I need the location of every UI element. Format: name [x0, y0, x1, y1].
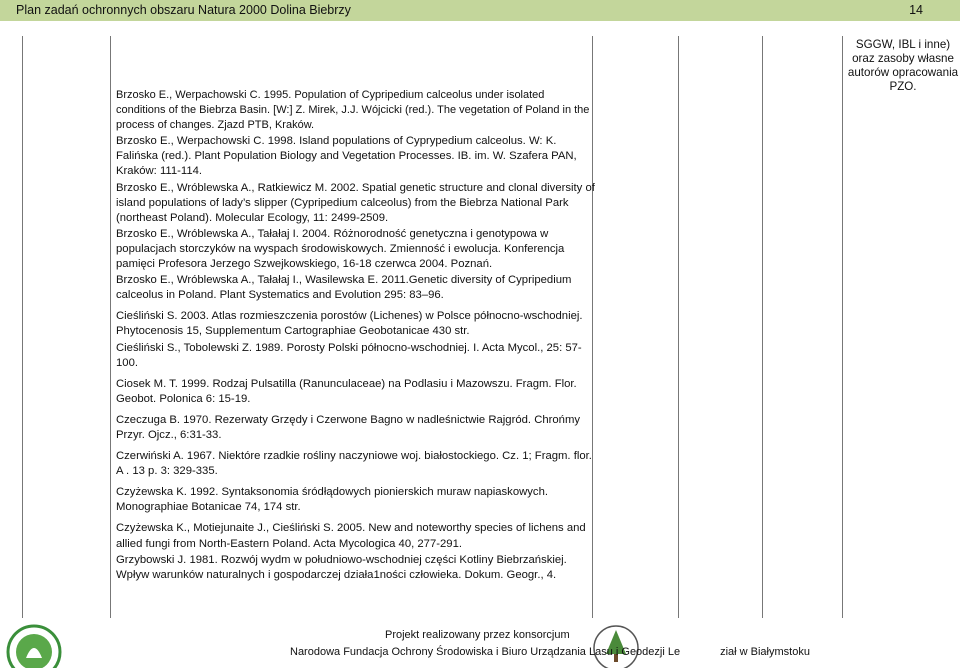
table-border — [110, 36, 111, 618]
reference-entry: Grzybowski J. 1981. Rozwój wydm w południowo-wschodniej części Kotliny Biebrzańskiej. Wpływ warunków naturalnych i gospodarczej działa1ności człowieka. Dokum. Geogr., 4. — [116, 553, 567, 581]
reference-entry: Czerwiński A. 1967. Niektóre rzadkie rośliny naczyniowe woj. białostockiego. Cz. 1; Fragm. flor. A . 13 p. 3: 329-335. — [116, 450, 592, 478]
footer-partners-text: Narodowa Fundacja Ochrony Środowiska i Biuro Urządzania Lasu i Geodezji Le — [290, 646, 681, 658]
reference-entry: Ciosek M. T. 1999. Rodzaj Pulsatilla (Ranunculaceae) na Podlasiu i Mazowszu. Fragm. Flor. Geobot. Polonica 6: 15-19. — [116, 377, 577, 405]
bulig-logo — [590, 620, 642, 668]
reference-entry: Cieśliński S., Tobolewski Z. 1989. Porosty Polski północno-wschodniej. I. Acta Mycol., 25: 57-100. — [116, 341, 582, 369]
references-list — [116, 88, 596, 584]
table-border — [22, 36, 23, 618]
sources-note: SGGW, IBL i inne) oraz zasoby własne autorów opracowania PZO. — [847, 38, 959, 93]
nfos-logo — [4, 622, 62, 668]
reference-entry: Cieśliński S. 2003. Atlas rozmieszczenia porostów (Lichenes) w Polsce północno-wschodniej. Phytocenosis 15, Supplementum Cartographiae Geobotanicae 430 str. — [116, 310, 583, 338]
reference-entry: Czeczuga B. 1970. Rezerwaty Grzędy i Czerwone Bagno w nadleśnictwie Rajgród. Chrońmy Przyr. Ojcz., 6:31-33. — [116, 413, 581, 441]
footer-partners — [290, 646, 810, 658]
reference-entry: Brzosko E., Werpachowski C. 1998. Island populations of Cyprypedium calceolus. W: K. Falińska (red.). Plant Population Biology and Vegetation Processes. IB. im. W. Szafera PAN, Kraków: 111-114. — [116, 135, 577, 178]
reference-entry: Brzosko E., Werpachowski C. 1995. Population of Cypripedium calceolus under isolated conditions of the Biebrza Basin. [W:] Z. Mirek, J.J. Wójcicki (red.). The vegetation of Poland in the process of changes. Zjazd PTB, Kraków. — [116, 89, 590, 132]
reference-entry: Czyżewska K., Motiejunaite J., Cieśliński S. 2005. New and noteworthy species of lichens and allied fungi from North-Eastern Poland. Acta Mycologica 40, 277-291. — [116, 522, 586, 550]
table-border — [842, 36, 843, 618]
reference-entry: Brzosko E., Wróblewska A., Ratkiewicz M. 2002. Spatial genetic structure and clonal diversity of island populations of lady’s slipper (Cypripedium calceolus) from the Biebrza National Park (northeast Poland). Molecular Ecology, 11: 2499-2509. — [116, 181, 595, 224]
footer-partners-tail: ział w Białymstoku — [720, 646, 810, 658]
footer-consortium: Projekt realizowany przez konsorcjum — [385, 629, 570, 641]
reference-entry: Brzosko E., Wróblewska A., Tałałaj I., Wasilewska E. 2011.Genetic diversity of Cypripedium calceolus in Poland. Plant Systematics and Evolution 295: 83–96. — [116, 274, 572, 302]
page-header — [0, 0, 960, 21]
table-border — [678, 36, 679, 618]
table-border — [762, 36, 763, 618]
reference-entry: Brzosko E., Wróblewska A., Tałałaj I. 2004. Różnorodność genetyczna i genotypowa w populacjach storczyków na wyspach środowiskowych. Zmienność i ewolucja. Konferencja pamięci Profesora Jerzego Szwejkowskiego, 16-18 czerwca 2004. Poznań. — [116, 227, 565, 271]
reference-entry: Czyżewska K. 1992. Syntaksonomia śródłądowych pionierskich muraw napiaskowych. Monographiae Botanicae 74, 174 str. — [116, 486, 548, 514]
document-title: Plan zadań ochronnych obszaru Natura 2000 Dolina Biebrzy — [16, 3, 351, 17]
page-number: 14 — [909, 3, 923, 17]
